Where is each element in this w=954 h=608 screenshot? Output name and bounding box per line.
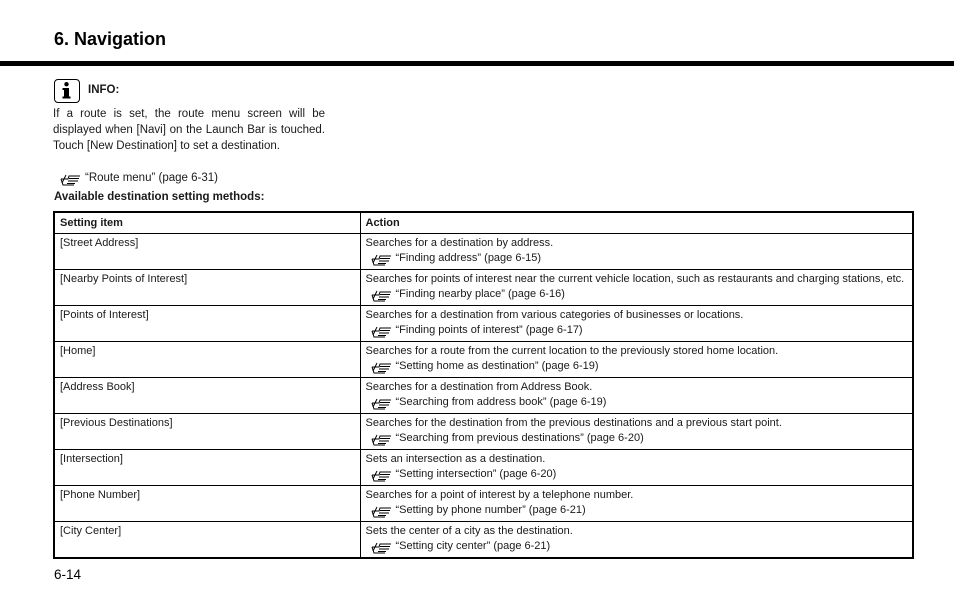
pointing-hand-icon <box>371 396 393 410</box>
action-description: Searches for the destination from the previous destinations and a previous start point. <box>365 417 782 429</box>
setting-item-cell: [Phone Number] <box>54 486 360 522</box>
pointing-hand-icon <box>371 252 393 266</box>
action-reference-text: “Setting city center” (page 6-21) <box>395 540 551 552</box>
setting-item-cell: [Points of Interest] <box>54 306 360 342</box>
setting-item-cell: [Intersection] <box>54 450 360 486</box>
action-cell <box>360 270 913 306</box>
action-description: Searches for a point of interest by a telephone number. <box>365 489 634 501</box>
action-cell <box>360 234 913 270</box>
action-cell <box>360 486 913 522</box>
pointing-hand-icon <box>371 324 393 338</box>
action-reference-text: “Searching from previous destinations” (page 6-20) <box>395 432 644 444</box>
action-description: Searches for points of interest near the current vehicle location, such as restaurants and charging stations, etc. <box>365 273 905 285</box>
setting-item-cell: [City Center] <box>54 522 360 559</box>
table-row <box>54 378 913 414</box>
action-description: Searches for a destination from Address Book. <box>365 381 593 393</box>
action-reference-text: “Setting home as destination” (page 6-19) <box>395 360 599 372</box>
pointing-hand-icon <box>60 172 82 186</box>
action-reference[interactable] <box>366 395 908 410</box>
action-reference[interactable] <box>366 251 908 266</box>
table-row <box>54 306 913 342</box>
action-reference[interactable] <box>366 323 908 338</box>
info-reference[interactable] <box>60 171 218 186</box>
action-reference-text: “Setting by phone number” (page 6-21) <box>395 504 586 516</box>
setting-item-cell: [Nearby Points of Interest] <box>54 270 360 306</box>
action-cell <box>360 522 913 559</box>
action-reference[interactable] <box>366 287 908 302</box>
info-heading: INFO: <box>88 84 120 96</box>
table-row <box>54 270 913 306</box>
pointing-hand-icon <box>371 504 393 518</box>
action-cell <box>360 378 913 414</box>
column-header-setting-item: Setting item <box>54 212 360 234</box>
setting-item-cell: [Previous Destinations] <box>54 414 360 450</box>
table-row <box>54 342 913 378</box>
action-reference-text: “Searching from address book” (page 6-19) <box>395 396 607 408</box>
action-description: Sets the center of a city as the destination. <box>365 525 573 537</box>
setting-item-cell: [Address Book] <box>54 378 360 414</box>
action-reference[interactable] <box>366 539 908 554</box>
action-cell <box>360 342 913 378</box>
header-rule <box>0 61 954 66</box>
pointing-hand-icon <box>371 468 393 482</box>
action-reference[interactable] <box>366 359 908 374</box>
action-reference-text: “Finding address” (page 6-15) <box>395 252 542 264</box>
table-row <box>54 486 913 522</box>
info-reference-text: “Route menu” (page 6-31) <box>85 172 218 184</box>
pointing-hand-icon <box>371 360 393 374</box>
action-reference[interactable] <box>366 503 908 518</box>
action-cell <box>360 414 913 450</box>
column-header-action: Action <box>360 212 913 234</box>
setting-item-cell: [Street Address] <box>54 234 360 270</box>
table-header-row <box>54 212 913 234</box>
action-reference[interactable] <box>366 431 908 446</box>
pointing-hand-icon <box>371 540 393 554</box>
table-row <box>54 522 913 559</box>
action-description: Searches for a destination by address. <box>365 237 554 249</box>
chapter-title: 6. Navigation <box>54 29 167 49</box>
info-icon <box>54 79 80 103</box>
action-reference-text: “Finding nearby place” (page 6-16) <box>395 288 565 300</box>
table-row <box>54 450 913 486</box>
action-cell <box>360 450 913 486</box>
table-row <box>54 414 913 450</box>
table-body <box>54 234 913 559</box>
destination-methods-table <box>53 211 914 559</box>
setting-item-cell: [Home] <box>54 342 360 378</box>
page-number: 6-14 <box>54 567 82 582</box>
info-text: If a route is set, the route menu screen will be displayed when [Navi] on the Launch Bar is touched. Touch [New Destination] to set a destination. <box>53 108 325 152</box>
section-heading: Available destination setting methods: <box>54 191 265 203</box>
action-description: Searches for a destination from various categories of businesses or locations. <box>365 309 744 321</box>
table-row <box>54 234 913 270</box>
action-description: Searches for a route from the current location to the previously stored home location. <box>365 345 779 357</box>
action-reference-text: “Finding points of interest” (page 6-17) <box>395 324 583 336</box>
pointing-hand-icon <box>371 288 393 302</box>
action-reference-text: “Setting intersection” (page 6-20) <box>395 468 557 480</box>
action-cell <box>360 306 913 342</box>
action-description: Sets an intersection as a destination. <box>365 453 546 465</box>
action-reference[interactable] <box>366 467 908 482</box>
pointing-hand-icon <box>371 432 393 446</box>
